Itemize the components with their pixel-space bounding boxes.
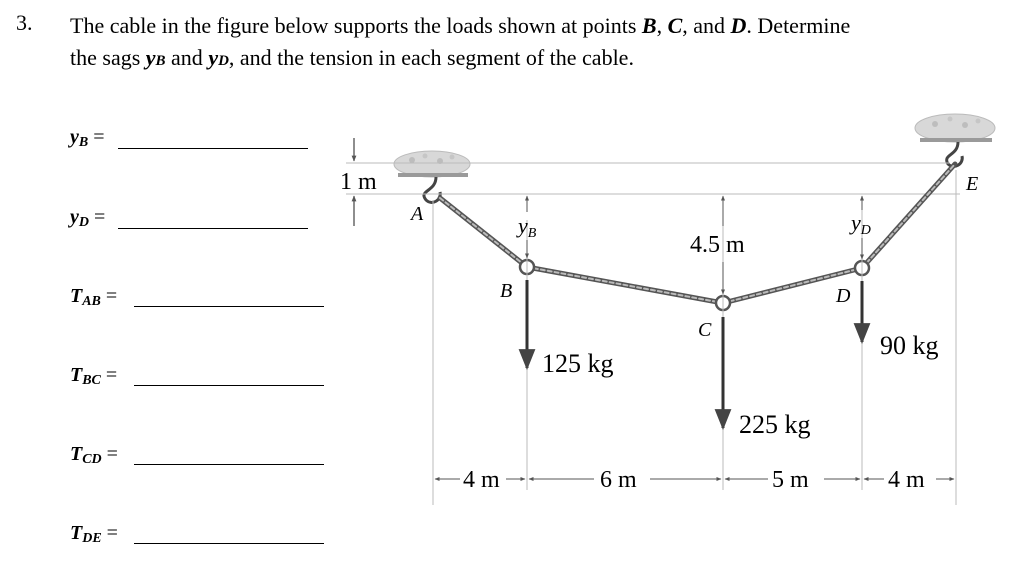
answer-eq-tab: = (100, 285, 118, 307)
answer-sub-tcd: CD (82, 452, 102, 467)
yd-ref-sub: D (218, 53, 229, 69)
dim-1m-label: 1 m (340, 169, 377, 195)
load-label-d: 90 kg (880, 331, 939, 360)
answer-eq-yb: = (88, 126, 105, 148)
label-yd-var: y (851, 210, 861, 235)
span-cd-label: 5 m (772, 467, 809, 493)
dim-45m-label: 4.5 m (690, 232, 745, 258)
span-de-label: 4 m (888, 467, 925, 493)
answer-sub-tde: DE (82, 531, 102, 546)
answer-var-tbc: T (70, 364, 83, 386)
yb-ref: y (145, 45, 156, 70)
answer-eq-tbc: = (100, 364, 118, 386)
question-sep2: , and (682, 13, 731, 38)
answer-var-yd: y (70, 206, 79, 228)
yb-ref-sub: B (155, 53, 166, 69)
label-yd (849, 210, 871, 238)
answer-sub-yb: B (78, 135, 89, 150)
answer-var-tab: T (70, 285, 83, 307)
load-label-c: 225 kg (739, 410, 811, 439)
question-number: 3. (16, 10, 33, 35)
answer-eq-tde: = (101, 522, 118, 544)
span-bc-label: 6 m (600, 467, 637, 493)
question-line1-start: The cable in the figure below supports the loads shown at points (70, 13, 642, 38)
label-yb-var: y (518, 213, 528, 238)
question-sep1: , (656, 13, 668, 38)
support-a (394, 151, 470, 177)
label-d: D (836, 285, 851, 307)
label-a: A (411, 203, 424, 225)
label-yd-sub: D (860, 223, 871, 238)
yd-ref: y (208, 45, 219, 70)
cable-links-bc (527, 267, 723, 303)
question-line1-end: . Determine (746, 13, 851, 38)
answer-sub-tab: AB (82, 294, 101, 309)
question-line2-start: the sags (70, 45, 146, 70)
point-c-ref: C (667, 13, 683, 38)
point-d-ref: D (730, 13, 747, 38)
answer-var-tde: T (70, 522, 83, 544)
span-ab-label: 4 m (463, 467, 500, 493)
answer-eq-tcd: = (101, 443, 118, 465)
label-e: E (966, 173, 979, 195)
label-b: B (500, 280, 513, 302)
cable-links-ab (440, 198, 527, 267)
answer-sub-tbc: BC (82, 373, 101, 388)
label-c: C (698, 319, 712, 341)
label-yb (516, 213, 537, 241)
answer-var-yb: y (70, 126, 79, 148)
answer-sub-yd: D (78, 215, 90, 230)
cable-links-de (862, 164, 955, 268)
label-yb-sub: B (527, 226, 537, 241)
answer-var-tcd: T (70, 443, 83, 465)
load-label-b: 125 kg (542, 349, 614, 378)
question-line2-end: , and the tension in each segment of the cable. (228, 45, 634, 70)
question-and: and (165, 45, 209, 70)
answer-eq-yd: = (89, 206, 106, 228)
support-e (915, 114, 995, 142)
point-b-ref: B (641, 13, 657, 38)
